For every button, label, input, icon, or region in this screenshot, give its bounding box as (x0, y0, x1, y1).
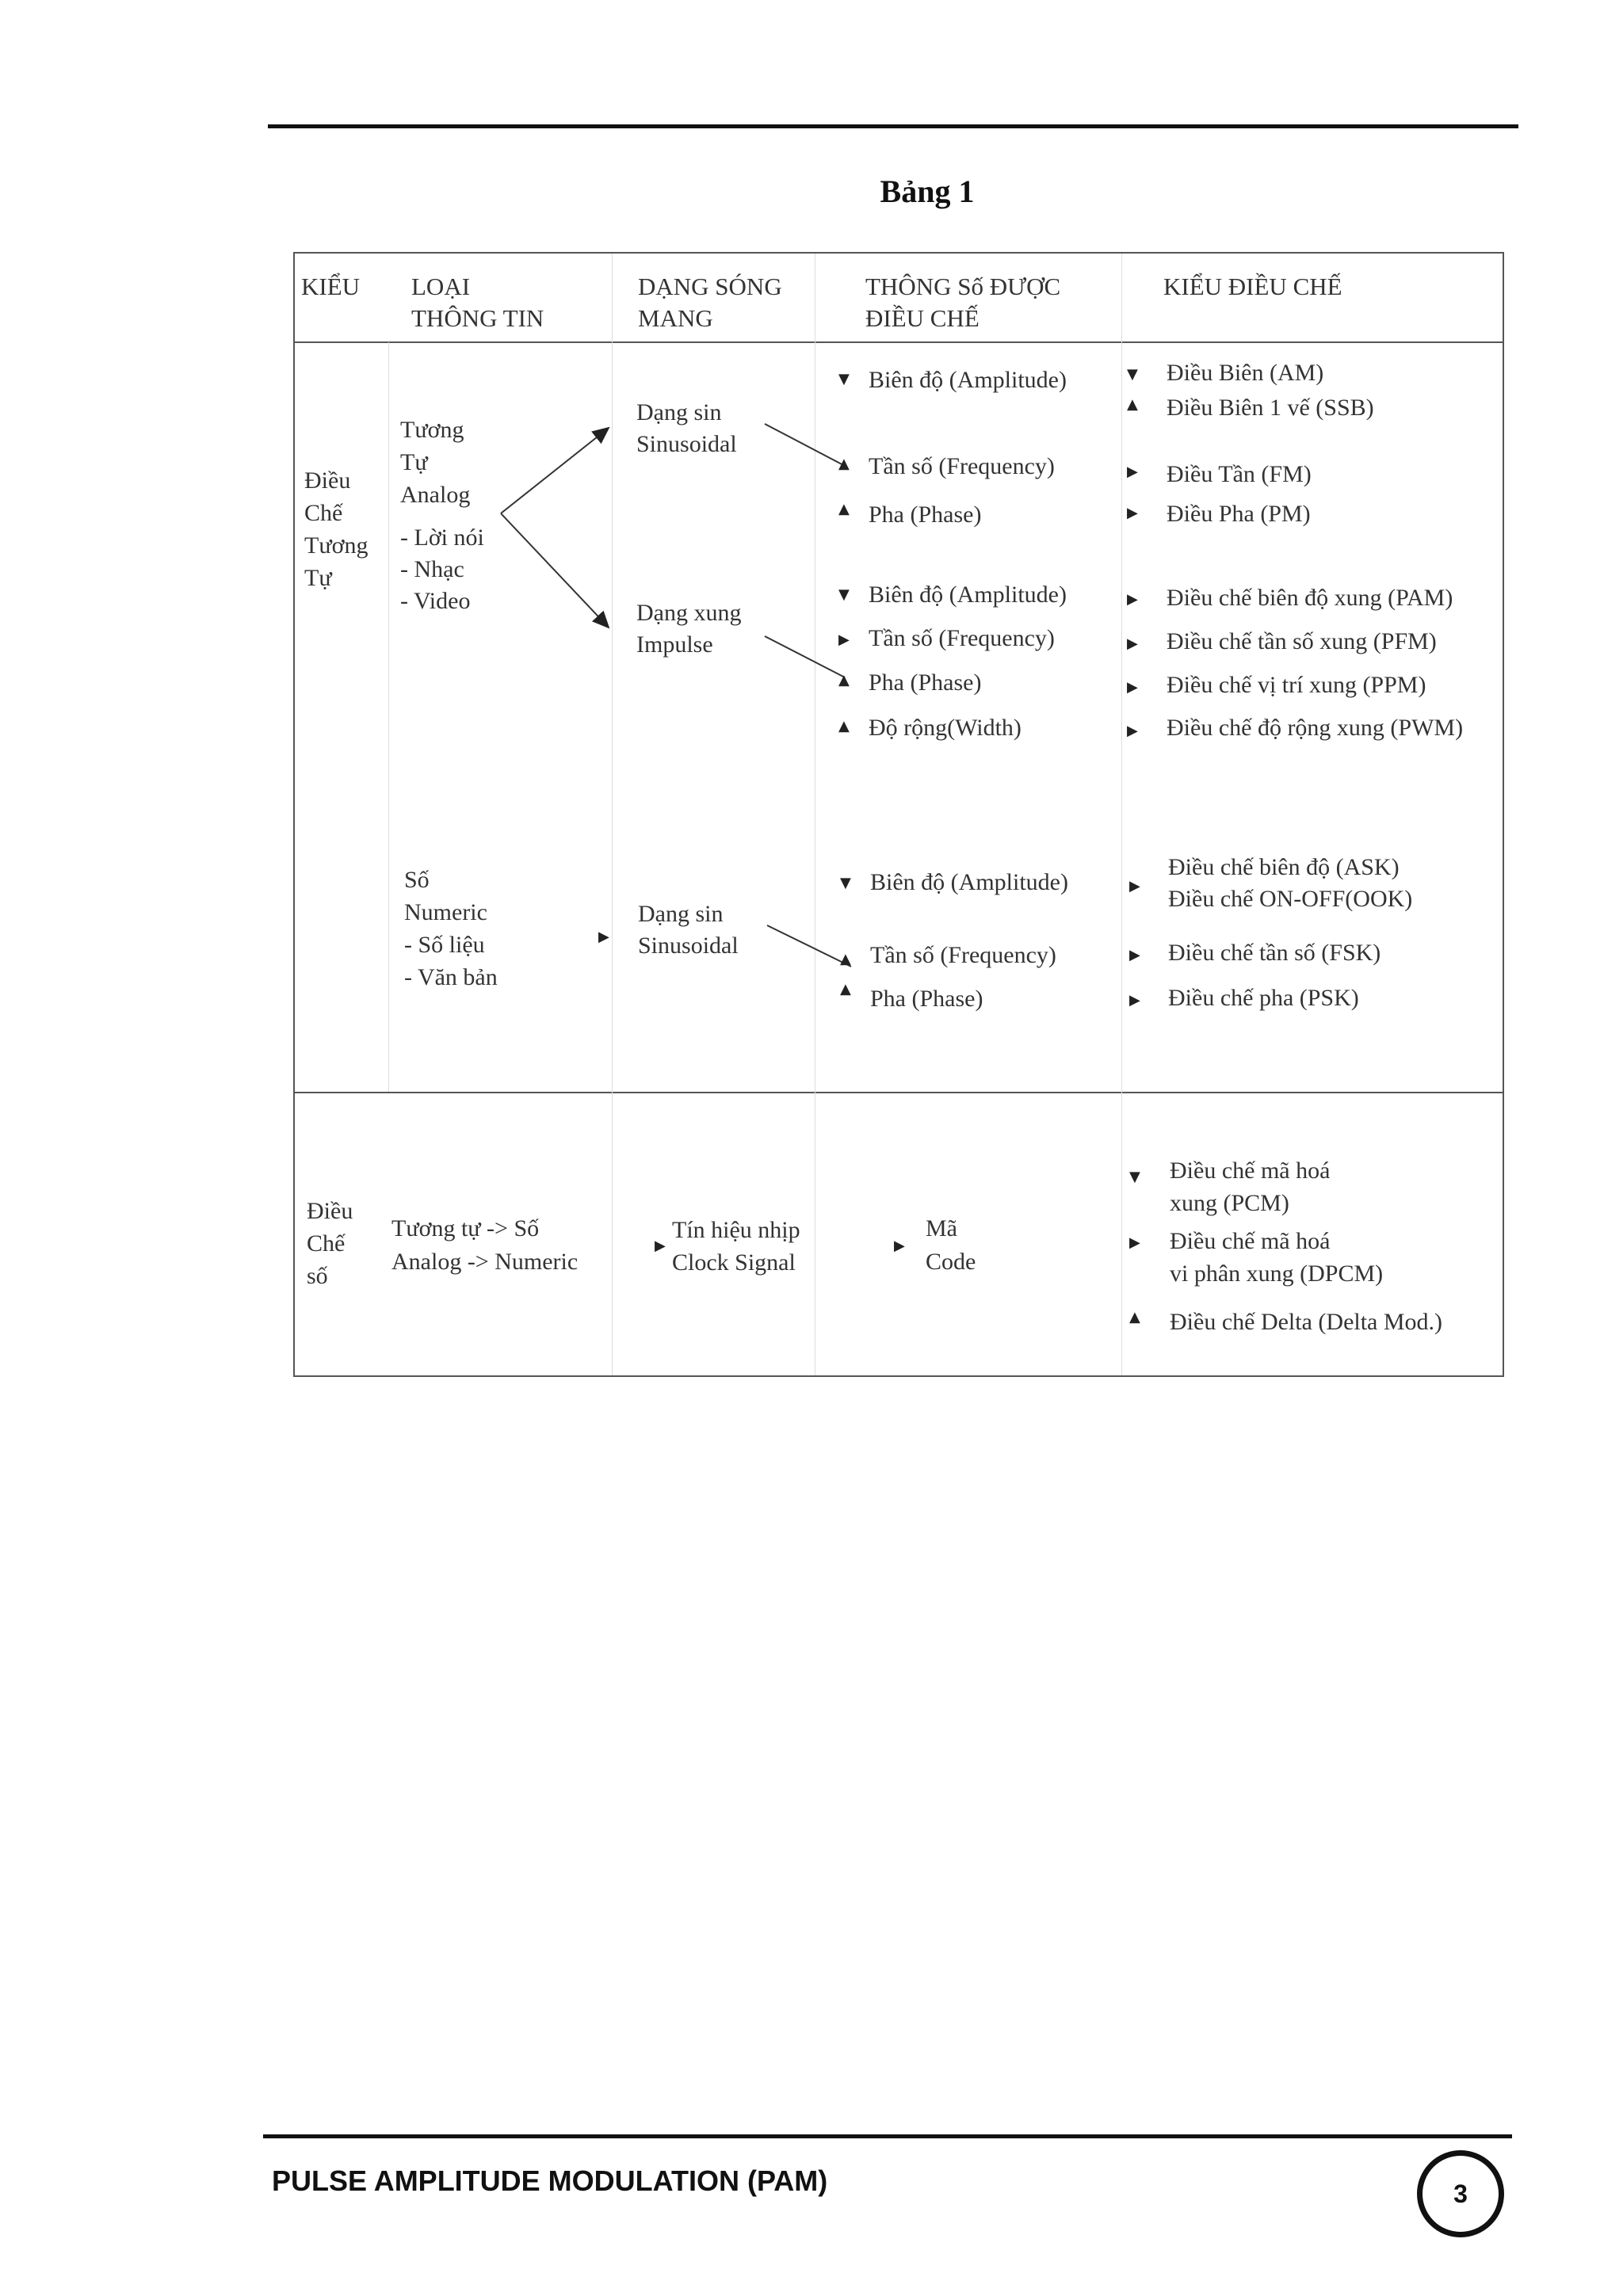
numeric-info-line: Numeric (404, 899, 487, 925)
arrow-analog-to-pulse (501, 513, 609, 627)
numeric-info-line: - Văn bản (404, 964, 498, 990)
down-triangle-icon: ▼ (838, 586, 850, 603)
header-thong-so-2: ĐIỀU CHẾ (865, 304, 980, 332)
right-triangle-icon: ▶ (1127, 591, 1138, 608)
analog-type-line: Tự (304, 565, 332, 591)
carrier-pulse-line: Impulse (636, 631, 713, 658)
analog-info-line: Tự (400, 449, 428, 475)
right-triangle-icon: ▶ (655, 1238, 666, 1254)
digital-type-line: Chế (307, 1230, 346, 1257)
pulse-param: Tần số (Frequency) (869, 625, 1055, 651)
right-triangle-icon: ▶ (1127, 463, 1138, 480)
page-number: 3 (1417, 2150, 1504, 2237)
numeric-param: Tần số (Frequency) (870, 942, 1056, 968)
digital-type-line: Điều (307, 1198, 353, 1224)
digital-modulation-line: Điều chế mã hoá (1170, 1158, 1331, 1184)
footer-rule (263, 2134, 1512, 2138)
up-triangle-icon: ▲ (1127, 396, 1138, 413)
digital-modulation-line: Điều chế mã hoá (1170, 1228, 1331, 1254)
right-triangle-icon: ▶ (838, 631, 850, 648)
header-thong-so-1: THÔNG Số ĐƯỢC (865, 273, 1061, 300)
connector-numeric-params (767, 925, 851, 967)
digital-info-line: Tương tự -> Số (391, 1215, 540, 1241)
numeric-info-line: Số (404, 867, 430, 893)
pulse-param: Pha (Phase) (869, 669, 982, 696)
arrow-analog-to-sin (501, 428, 609, 513)
pulse-modulation: Điều chế tần số xung (PFM) (1167, 628, 1437, 654)
digital-carrier-line: Clock Signal (672, 1249, 796, 1276)
pulse-modulation: Điều chế vị trí xung (PPM) (1167, 672, 1426, 698)
down-triangle-icon: ▼ (838, 371, 850, 387)
numeric-param: Pha (Phase) (870, 986, 983, 1012)
right-triangle-icon: ▶ (1129, 1234, 1140, 1251)
analog-info-item: - Lời nói (400, 524, 484, 551)
digital-param-line: Code (926, 1249, 976, 1275)
numeric-modulation: Điều chế biên độ (ASK) (1168, 854, 1400, 880)
sin-modulation: Điều Pha (PM) (1167, 501, 1311, 527)
header-loai-1: LOẠI (411, 273, 471, 300)
header-kieu-dieu-che: KIỂU ĐIỀU CHẾ (1163, 273, 1342, 300)
pulse-modulation: Điều chế độ rộng xung (PWM) (1167, 715, 1464, 741)
footer-title: PULSE AMPLITUDE MODULATION (PAM) (272, 2164, 828, 2197)
sin-modulation: Điều Biên (AM) (1167, 360, 1324, 386)
down-triangle-icon: ▼ (1129, 1169, 1140, 1185)
analog-type-line: Điều (304, 467, 351, 494)
right-triangle-icon: ▶ (1129, 878, 1140, 894)
table-title: Bảng 1 (880, 174, 975, 209)
analog-info-item: - Nhạc (400, 556, 464, 582)
right-triangle-icon: ▶ (1129, 992, 1140, 1009)
right-triangle-icon: ▶ (1127, 505, 1138, 521)
sin-param: Pha (Phase) (869, 502, 982, 528)
carrier-pulse-line: Dạng xung (636, 600, 742, 626)
digital-type-line: số (307, 1263, 328, 1289)
up-triangle-icon: ▲ (838, 456, 850, 472)
header-dang-song-1: DẠNG SÓNG (638, 273, 782, 300)
sin-param: Biên độ (Amplitude) (869, 367, 1067, 393)
numeric-param: Biên độ (Amplitude) (870, 869, 1068, 895)
sin-modulation: Điều Biên 1 vế (SSB) (1167, 395, 1374, 421)
digital-modulation-line: vi phân xung (DPCM) (1170, 1261, 1384, 1287)
up-triangle-icon: ▲ (840, 951, 851, 967)
pulse-modulation: Điều chế biên độ xung (PAM) (1167, 585, 1453, 611)
down-triangle-icon: ▼ (840, 875, 851, 891)
digital-info-line: Analog -> Numeric (391, 1249, 579, 1275)
numeric-modulation: Điều chế ON-OFF(OOK) (1168, 886, 1413, 912)
up-triangle-icon: ▲ (838, 501, 850, 517)
sin-param: Tần số (Frequency) (869, 453, 1055, 479)
right-triangle-icon: ▶ (894, 1238, 905, 1254)
connector-pulse-params (765, 636, 845, 677)
analog-type-line: Tương (304, 532, 369, 559)
right-triangle-icon: ▶ (598, 929, 609, 945)
digital-modulation-line: Điều chế Delta (Delta Mod.) (1170, 1309, 1443, 1335)
header-kieu: KIỂU (301, 273, 361, 300)
sin-modulation: Điều Tần (FM) (1167, 461, 1312, 487)
digital-modulation-line: xung (PCM) (1170, 1190, 1289, 1216)
digital-carrier-line: Tín hiệu nhịp (672, 1217, 800, 1243)
pulse-param: Độ rộng(Width) (869, 715, 1022, 741)
analog-info-item: - Video (400, 588, 471, 614)
header-loai-2: THÔNG TIN (411, 304, 544, 332)
carrier-sin-line: Sinusoidal (636, 431, 737, 457)
right-triangle-icon: ▶ (1129, 947, 1140, 963)
numeric-carrier-line: Dạng sin (638, 901, 724, 927)
numeric-info-line: - Số liệu (404, 932, 485, 958)
digital-param-line: Mã (926, 1215, 957, 1241)
right-triangle-icon: ▶ (1127, 635, 1138, 652)
up-triangle-icon: ▲ (838, 718, 850, 734)
analog-info-line: Analog (400, 482, 471, 508)
analog-info-line: Tương (400, 417, 464, 443)
right-triangle-icon: ▶ (1127, 723, 1138, 739)
connector-sin-params (765, 424, 845, 466)
numeric-modulation: Điều chế tần số (FSK) (1168, 940, 1381, 966)
numeric-modulation: Điều chế pha (PSK) (1168, 985, 1359, 1011)
carrier-sin-line: Dạng sin (636, 399, 722, 425)
down-triangle-icon: ▼ (1127, 366, 1138, 383)
header-dang-song-2: MANG (638, 304, 713, 332)
up-triangle-icon: ▲ (840, 981, 851, 997)
pulse-param: Biên độ (Amplitude) (869, 582, 1067, 608)
numeric-carrier-line: Sinusoidal (638, 933, 739, 959)
analog-type-line: Chế (304, 500, 343, 526)
up-triangle-icon: ▲ (1129, 1309, 1140, 1325)
up-triangle-icon: ▲ (838, 672, 850, 688)
right-triangle-icon: ▶ (1127, 679, 1138, 696)
